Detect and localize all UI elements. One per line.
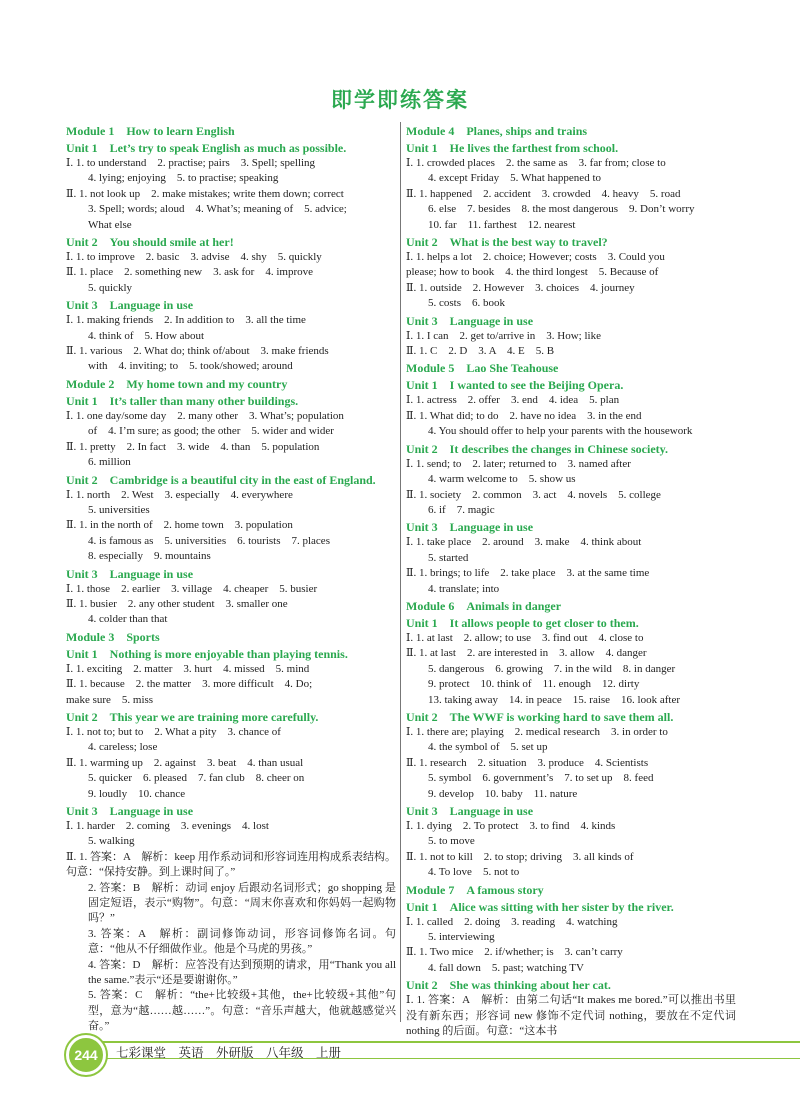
section-heading: Unit 2 This year we are training more carefully. [66,709,319,724]
section-heading: Unit 1 I wanted to see the Beijing Opera. [406,378,624,393]
answer-line: What else [88,218,132,231]
section-heading: Module 4 Planes, ships and trains [406,124,588,138]
answer-line: Ⅰ. 1. actress 2. offer 3. end 4. idea 5. plan [406,394,620,407]
section-heading: Module 2 My home town and my country [66,376,288,391]
answer-line: Ⅰ. 1. harder 2. coming 3. evenings 4. lost [66,820,269,832]
section-heading: Unit 3 Language in use [66,804,194,818]
answer-line: Ⅰ. 1. there are; playing 2. medical research 3. in order to [406,725,668,738]
section-heading: Unit 2 Cambridge is a beautiful city in the east of England. [66,472,376,487]
answer-line: of 4. I’m sure; as good; the other 5. wider and wider [88,425,334,438]
answer-line: 4. To love 5. not to [428,866,520,879]
answer-line: Ⅱ. 1. not to kill 2. to stop; driving 3. all kinds of [406,850,634,863]
answer-line: Ⅱ. 1. brings; to life 2. take place 3. at the same time [406,567,650,580]
answer-line: 5. dangerous 6. growing 7. in the wild 8. in danger [428,662,676,675]
answer-line: 4. You should offer to help your parents with the housework [428,425,693,438]
section-heading: Unit 1 Alice was sitting with her sister by the river. [406,899,674,914]
answer-line: 4. careless; lose [88,741,158,754]
answer-line: Ⅰ. 1. exciting 2. matter 3. hurt 4. missed 5. mind [66,662,310,675]
answer-line: 2. 答案：B 解析：动词 enjoy 后跟动名词形式；go shopping 是固定短语，表示“购物”。句意：“周末你喜欢和你妈妈一起购物吗？” [88,881,396,925]
answer-line: Ⅰ. 1. crowded places 2. the same as 3. far from; close to [406,157,666,169]
answer-line: Ⅱ. 1. place 2. something new 3. ask for 4. improve [66,266,313,279]
answer-line: 4. think of 5. How about [88,329,205,342]
answer-line: 13. taking away 14. in peace 15. raise 16. look after [428,693,681,706]
answer-line: 6. if 7. magic [428,503,495,516]
answer-line: 5. universities [88,503,150,516]
answer-line: Ⅱ. 1. research 2. situation 3. produce 4. Scientists [406,756,649,769]
page-number-badge: 244 [66,1035,106,1075]
answer-line: Ⅱ. 1. not look up 2. make mistakes; write them down; correct [66,187,344,200]
answer-line: Ⅱ. 1. What did; to do 2. have no idea 3. in the end [406,409,642,422]
section-heading: Unit 3 Language in use [406,520,534,535]
answer-line: Ⅰ. 1. 答案：A 解析：由第二句话“It makes me bored.”可以推出书里没有新东西；形容词 new 修饰不定代词 nothing，要放在不定代词 nothing 的后面。句意：“这本书 [406,994,736,1038]
section-heading: Unit 1 It’s taller than many other buildings. [66,393,299,408]
answer-line: Ⅰ. 1. send; to 2. later; returned to 3. named after [406,457,631,470]
answer-line: 4. is famous as 5. universities 6. tourists 7. places [88,534,330,547]
answer-line: 5. interviewing [428,931,495,944]
answer-line: Ⅰ. 1. at last 2. allow; to use 3. find out 4. close to [406,631,644,644]
answer-line: Ⅰ. 1. to improve 2. basic 3. advise 4. shy 5. quickly [66,251,322,264]
answer-line: Ⅱ. 1. 答案：A 解析：keep 用作系动词和形容词连用构成系表结构。句意：“保持安静。到上课时间了。” [66,850,396,879]
section-heading: Unit 3 Language in use [406,804,534,818]
answers-left-column [66,122,396,1035]
answer-line: with 4. inviting; to 5. took/showed; around [88,360,293,373]
answer-line: Ⅱ. 1. Two mice 2. if/whether; is 3. can’t carry [406,946,623,959]
section-heading: Unit 1 It allows people to get closer to them. [406,615,639,630]
book-title-footer: 七彩课堂 英语 外研版 八年级 上册 [116,1045,342,1060]
answer-line: 9. protect 10. think of 11. enough 12. dirty [428,678,640,691]
answer-line: 4. lying; enjoying 5. to practise; speaking [88,172,279,185]
answer-line: Ⅱ. 1. warming up 2. against 3. beat 4. than usual [66,756,304,769]
answer-line: Ⅱ. 1. happened 2. accident 3. crowded 4. heavy 5. road [406,187,681,200]
answer-line: 5. walking [88,835,135,848]
section-heading: Unit 2 The WWF is working hard to save them all. [406,709,674,724]
section-heading: Module 5 Lao She Teahouse [406,361,559,376]
answer-line: Ⅰ. 1. not to; but to 2. What a pity 3. chance of [66,725,281,738]
answer-line: please; how to book 4. the third longest 5. Because of [406,266,659,279]
column-divider [400,122,401,1022]
answer-line: 6. else 7. besides 8. the most dangerous 9. Don’t worry [428,203,695,216]
answer-line: Ⅱ. 1. pretty 2. In fact 3. wide 4. than 5. population [66,440,320,453]
answer-line: 3. 答案：A 解析：副词修饰动词，形容词修饰名词。句意：“他从不仔细做作业。他是个马虎的男孩。” [88,927,396,956]
answer-line: 9. loudly 10. chance [88,787,186,800]
answer-line: make sure 5. miss [66,693,154,706]
answer-line: Ⅰ. 1. called 2. doing 3. reading 4. watching [406,915,618,928]
section-heading: Unit 2 What is the best way to travel? [406,235,608,250]
answer-line: 4. translate; into [428,582,500,595]
answer-line: 9. develop 10. baby 11. nature [428,787,578,800]
answer-line: 5. started [428,551,469,564]
answer-line: 8. especially 9. mountains [88,550,211,563]
answer-line: Ⅱ. 1. at last 2. are interested in 3. allow 4. danger [406,647,647,660]
answer-line: 4. colder than that [88,613,168,626]
answers-right-column [406,122,736,1039]
answer-line: 4. except Friday 5. What happened to [428,172,601,185]
answer-line: Ⅰ. 1. one day/some day 2. many other 3. What’s; population [66,409,344,422]
answer-line: Ⅱ. 1. various 2. What do; think of/about 3. make friends [66,345,329,358]
section-heading: Module 6 Animals in danger [406,598,562,613]
section-heading: Module 7 A famous story [406,882,544,897]
section-heading: Unit 1 Let’s try to speak English as much as possible. [66,141,347,155]
answer-line: Ⅰ. 1. to understand 2. practise; pairs 3. Spell; spelling [66,157,316,169]
answer-line: Ⅰ. 1. dying 2. To protect 3. to find 4. kinds [406,820,616,832]
section-heading: Unit 3 Language in use [66,566,194,581]
section-heading: Unit 2 She was thinking about her cat. [406,978,611,993]
section-heading: Module 3 Sports [66,629,160,644]
answer-line: 5. quicker 6. pleased 7. fan club 8. cheer on [88,772,305,785]
answer-line: 5. symbol 6. government’s 7. to set up 8. feed [428,772,654,785]
section-heading: Unit 1 Nothing is more enjoyable than playing tennis. [66,646,348,661]
section-heading: Unit 2 It describes the changes in Chinese society. [406,441,668,456]
answer-line: 4. 答案：D 解析：应答没有达到预期的请求，用“Thank you all the same.”表示“还是要谢谢你。” [88,958,396,987]
answer-line: Ⅱ. 1. C 2. D 3. A 4. E 5. B [406,345,555,358]
answer-line: 6. million [88,456,131,469]
answer-line: Ⅱ. 1. outside 2. However 3. choices 4. journey [406,281,635,294]
section-heading: Unit 3 Language in use [66,298,194,313]
answer-line: 4. fall down 5. past; watching TV [428,961,584,974]
section-heading: Unit 1 He lives the farthest from school. [406,141,619,155]
answer-line: 3. Spell; words; aloud 4. What’s; meaning of 5. advice; [88,203,347,216]
answer-line: 10. far 11. farthest 12. nearest [428,218,576,231]
page-title: 即学即练答案 [331,88,469,112]
section-heading: Module 1 How to learn English [66,124,235,138]
answer-line: Ⅰ. 1. those 2. earlier 3. village 4. cheaper 5. busier [66,582,318,595]
answer-line: Ⅰ. 1. I can 2. get to/arrive in 3. How; like [406,329,601,342]
answer-line: 5. quickly [88,281,132,294]
answer-line: Ⅰ. 1. making friends 2. In addition to 3. all the time [66,314,306,327]
answer-line: Ⅱ. 1. in the north of 2. home town 3. population [66,519,293,532]
section-heading: Unit 3 Language in use [406,313,534,328]
answer-line: 4. the symbol of 5. set up [428,741,548,754]
answer-line: Ⅰ. 1. helps a lot 2. choice; However; costs 3. Could you [406,251,665,264]
answer-line: Ⅰ. 1. take place 2. around 3. make 4. think about [406,536,642,549]
answer-line: 5. 答案：C 解析：“the+比较级+其他，the+比较级+其他”句型，意为“越……越……”。句意：“音乐声越大，他就越感觉兴奋。” [88,989,396,1033]
answer-line: 4. warm welcome to 5. show us [428,473,576,486]
answer-line: 5. to move [428,835,475,848]
answer-line: Ⅱ. 1. busier 2. any other student 3. smaller one [66,597,288,610]
answer-line: 5. costs 6. book [428,297,505,310]
answer-line: Ⅱ. 1. society 2. common 3. act 4. novels 5. college [406,488,661,501]
section-heading: Unit 2 You should smile at her! [66,235,234,250]
answer-line: Ⅰ. 1. north 2. West 3. especially 4. everywhere [66,488,293,501]
answer-line: Ⅱ. 1. because 2. the matter 3. more difficult 4. Do; [66,678,313,691]
